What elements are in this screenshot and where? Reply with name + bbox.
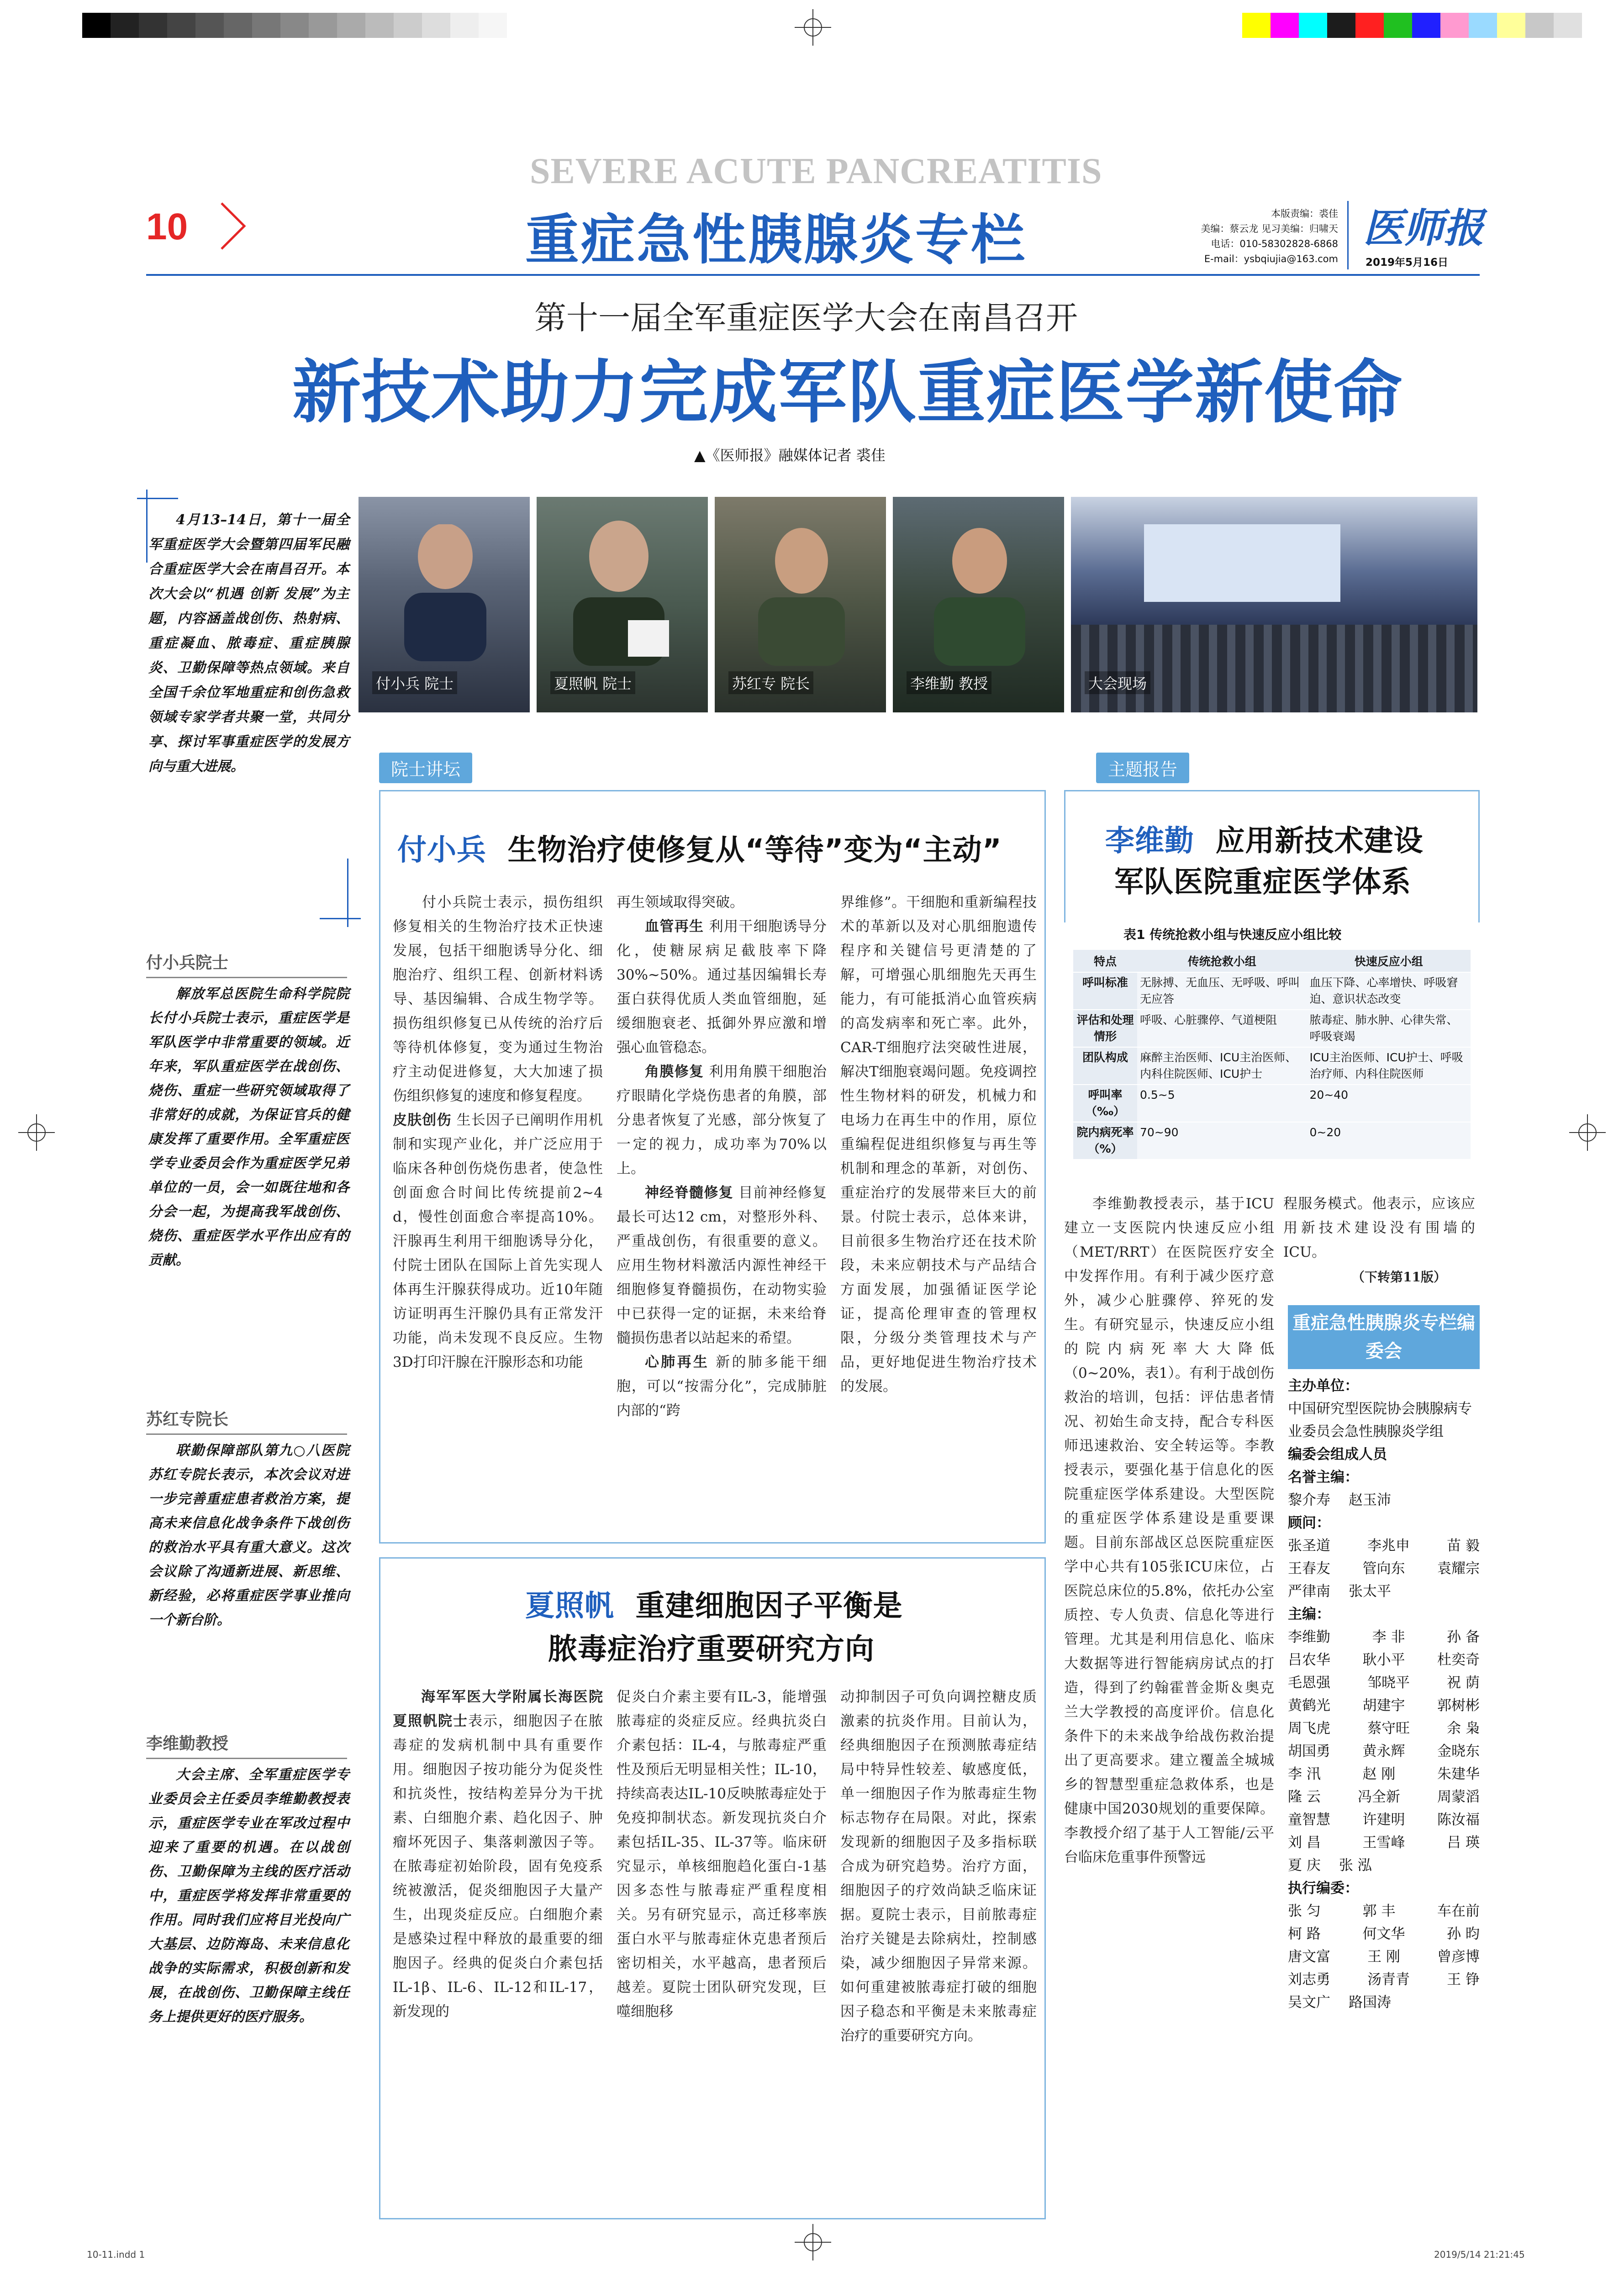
board-member: 隆 云 [1288, 1789, 1321, 1805]
section-english-title: SEVERE ACUTE PANCREATITIS [530, 151, 1102, 191]
table-row [1073, 1010, 1471, 1047]
chevron-right-icon [215, 201, 251, 251]
table-header-row [1073, 950, 1471, 972]
registration-mark [18, 1114, 55, 1151]
section-tag-keynote: 主题报告 [1096, 753, 1189, 783]
host-organization: 中国研究型医院协会胰腺病专业委员会急性胰腺炎学组 [1288, 1401, 1472, 1440]
editor-line: 电话：010-58302828-6868 [1211, 238, 1338, 249]
board-member: 周蒙滔 [1437, 1789, 1480, 1805]
board-member: 孙 备 [1447, 1629, 1480, 1645]
table-cell: 70~90 [1137, 1122, 1307, 1159]
board-member: 王 刚 [1367, 1949, 1400, 1965]
sidebar-text: 解放军总医院生命科学院院长付小兵院士表示，重症医学是军队医学中非常重要的领域。近年来，军队重症医学在战创伤、烧伤、重症一些研究领域取得了非常好的成就，为保证官兵的健康发挥了重要作用。全军重症医学专业委员会作为重症医学兄弟单位的一员，会一如既往地和各分会一起，为提高我军战创伤、烧伤、重症医学水平作出应有的贡献。 [148, 986, 349, 1268]
board-member: 吕 瑛 [1447, 1834, 1480, 1851]
decorative-line [320, 918, 361, 919]
paragraph: 新的肺多能干细胞，可以“按需分化”，完成肺脏内部的“跨 [617, 1354, 827, 1419]
lead-intro: 4月13–14日，第十一届全军重症医学大会暨第四届军民融合重症医学大会在南昌召开。本次大会以“机遇 创新 发展”为主题，内容涵盖战创伤、热射病、重症凝血、脓毒症、重症胰腺炎、卫勤保障等热点领域。来自全国千余位军地重症和创伤急救领域专家学者共聚一堂，共同分享、探讨军事重症医学的发展方向与重大进展。 [148, 512, 349, 775]
table-caption: 表1 传统抢救小组与快速反应小组比较 [1123, 927, 1342, 942]
board-member: 赵玉沛 [1349, 1492, 1391, 1508]
board-member: 黎介寿 [1288, 1492, 1330, 1508]
article-title [1105, 817, 1424, 859]
board-member: 孙 昀 [1447, 1926, 1480, 1942]
table-cell: 呼吸、心脏骤停、气道梗阻 [1137, 1010, 1307, 1047]
issue-date: 2019年5月16日 [1366, 257, 1449, 269]
editor-line: 本版责编：裘佳 [1271, 208, 1338, 219]
editor-credits [1178, 206, 1338, 267]
photo-caption: 夏照帆 院士 [550, 671, 635, 694]
print-timestamp: 2019/5/14 21:21:45 [1434, 2249, 1525, 2260]
byline: ▲《医师报》融媒体记者 裘佳 [694, 447, 886, 464]
article-title [548, 1626, 875, 1668]
paragraph: 付小兵院士表示，损伤组织修复相关的生物治疗技术正快速发展，包括干细胞诱导分化、细胞治疗、组织工程、创新材料诱导、基因编辑、合成生物学等。损伤组织修复已从传统的治疗后等待机体修复，变为通过生物治疗主动促进修复，大大加速了损伤组织修复的速度和修复程度。 [393, 894, 603, 1104]
board-member: 严律南 [1288, 1583, 1330, 1600]
registration-mark [1569, 1114, 1606, 1151]
board-member: 蔡守旺 [1367, 1720, 1410, 1737]
article-column [617, 890, 827, 1423]
table-cell: 麻醉主治医师、ICU主治医师、内科住院医师、ICU护士 [1137, 1047, 1307, 1085]
board-member: 金晓东 [1437, 1743, 1480, 1760]
board-member: 唐文富 [1288, 1949, 1330, 1965]
board-member: 童智慧 [1288, 1812, 1330, 1828]
article-column [393, 890, 603, 1375]
photo-caption: 苏红专 院长 [728, 671, 813, 694]
print-color-bar [1242, 13, 1582, 38]
sidebar-heading: 苏红专院长 [146, 1407, 347, 1435]
article-title [397, 827, 1002, 869]
portrait-silhouette [402, 524, 489, 661]
continued-note: （下转第11版） [1352, 1270, 1446, 1285]
table-cell: 脓毒症、肺水肿、心律失常、呼吸衰竭 [1307, 1010, 1471, 1047]
brand-divider [1347, 201, 1349, 269]
print-grayscale-bar [82, 13, 507, 38]
board-label: 执行编委： [1288, 1880, 1359, 1897]
board-label: 顾问： [1288, 1515, 1330, 1531]
decorative-line [137, 498, 178, 499]
subheadline: 第十一届全军重症医学大会在南昌召开 [534, 299, 1078, 337]
table-cell: 0.5~5 [1137, 1085, 1307, 1122]
board-member: 汤青青 [1367, 1971, 1410, 1988]
board-member: 刘志勇 [1288, 1971, 1330, 1988]
board-member: 毛恩强 [1288, 1675, 1330, 1691]
portrait-silhouette [756, 524, 847, 666]
portrait-silhouette [932, 524, 1028, 666]
board-member: 周飞虎 [1288, 1720, 1330, 1737]
board-member: 张太平 [1349, 1583, 1391, 1600]
board-member: 李 非 [1372, 1629, 1405, 1645]
decorative-line [146, 490, 148, 563]
section-title: 重症急性胰腺炎专栏 [525, 208, 1027, 271]
board-member: 胡建宇 [1362, 1697, 1405, 1714]
article-headline: 应用新技术建设 [1215, 824, 1424, 858]
sidebar-text: 联勤保障部队第九○八医院苏红专院长表示，本次会议对进一步完善重症患者救治方案，提高未来信息化战争条件下战创伤的救治水平具有重大意义。这次会议除了沟通新进展、新思维、新经验，必将重症医学事业推向一个新台阶。 [148, 1443, 349, 1628]
speaker-name: 夏照帆 [525, 1589, 614, 1623]
header-rule [146, 274, 1480, 276]
board-member: 管向东 [1362, 1560, 1405, 1577]
editor-line: 美编：蔡云龙 见习美编：归啸天 [1201, 223, 1338, 234]
table-cell: 呼叫率（‰） [1073, 1085, 1137, 1122]
photo-xia-zhaofan [537, 497, 708, 712]
board-member: 冯全新 [1357, 1789, 1400, 1805]
paragraph-heading: 角膜修复 [645, 1064, 704, 1080]
board-member: 王雪峰 [1362, 1834, 1405, 1851]
article-title [1114, 859, 1411, 901]
paragraph-lead: 海军军医大学附属长海医院夏照帆院士 [393, 1689, 603, 1729]
board-member: 何文华 [1362, 1926, 1405, 1942]
board-member: 李维勤 [1288, 1629, 1330, 1645]
comparison-table [1073, 950, 1471, 1160]
board-member: 郭 丰 [1362, 1903, 1396, 1919]
paragraph: 目前神经修复最长可达12 cm，对整形外科、严重战创伤，有很重要的意义。应用生物材料激活内源性神经干细胞修复脊髓损伤，在动物实验中已获得一定的证据，未来给脊髓损伤患者以站起来的希望。 [617, 1185, 827, 1346]
photo-su-hongzhuan [715, 497, 886, 712]
editorial-board-title: 重症急性胰腺炎专栏编委会 [1288, 1305, 1480, 1369]
photo-caption: 大会现场 [1085, 671, 1150, 694]
table-cell: 20~40 [1307, 1085, 1471, 1122]
board-member: 李兆申 [1367, 1538, 1410, 1554]
article-column: 程服务模式。他表示，应该应用新技术建设没有围墙的ICU。 [1283, 1196, 1475, 1260]
board-label: 主编： [1288, 1606, 1330, 1623]
sidebar-heading: 李维勤教授 [146, 1731, 347, 1759]
article-column [393, 1685, 603, 2024]
table-row [1073, 1122, 1471, 1159]
table-cell: 无脉搏、无血压、无呼吸、呼叫无应答 [1137, 972, 1307, 1010]
board-member: 张 匀 [1288, 1903, 1321, 1919]
table-cell: 0~20 [1307, 1122, 1471, 1159]
editorial-board [1288, 1375, 1480, 2014]
board-label: 主办单位： [1288, 1378, 1359, 1394]
page-number: 10 [146, 206, 188, 248]
board-member: 夏 庆 [1288, 1857, 1321, 1874]
board-member: 李 汛 [1288, 1766, 1321, 1782]
board-member: 杜奕奇 [1437, 1652, 1480, 1668]
board-member: 车在前 [1437, 1903, 1480, 1919]
table-header-cell: 快速反应小组 [1307, 950, 1471, 972]
board-member: 余 枭 [1447, 1720, 1480, 1737]
table-cell: 院内病死率（%） [1073, 1122, 1137, 1159]
editor-line: E-mail：ysbqiujia@163.com [1204, 253, 1338, 264]
board-member: 胡国勇 [1288, 1743, 1330, 1760]
stage-screen [1144, 524, 1340, 602]
paragraph-heading: 血管再生 [645, 918, 704, 935]
board-member: 王 铮 [1447, 1971, 1480, 1988]
board-member: 黄永辉 [1362, 1743, 1405, 1760]
photo-li-weiqin [893, 497, 1064, 712]
registration-mark [795, 9, 831, 46]
file-slug: 10-11.indd 1 [87, 2249, 145, 2260]
audience-rows [1071, 625, 1477, 712]
photo-conference-venue [1071, 497, 1477, 712]
board-label: 编委会组成人员 [1288, 1446, 1387, 1463]
table-cell: 评估和处理情形 [1073, 1010, 1137, 1047]
newspaper-logo: 医师报 [1363, 204, 1484, 252]
table-cell: 血压下降、心率增快、呼吸窘迫、意识状态改变 [1307, 972, 1471, 1010]
board-member: 柯 路 [1288, 1926, 1321, 1942]
board-member: 苗 毅 [1447, 1538, 1480, 1554]
board-member: 张圣道 [1288, 1538, 1330, 1554]
board-member: 郭树彬 [1437, 1697, 1480, 1714]
board-member: 陈汝福 [1437, 1812, 1480, 1828]
headline: 新技术助力完成军队重症医学新使命 [292, 353, 1403, 432]
article-column: 李维勤教授表示，基于ICU建立一支医院内快速反应小组（MET/RRT）在医院医疗安全中发挥作用。有利于减少医疗意外，减少心脏骤停、猝死的发生。有研究显示，快速反应小组的院内病死率大大降低（0~20%，表1）。有利于战创伤救治的培训，包括：评估患者情况、初始生命支持，配合专科医师迅速救治、安全转运等。李教授表示，要强化基于信息化的医院重症医学体系建设。大型医院的重症医学体系建设是重要课题。目前东部战区总医院重症医学中心共有105张ICU床位，占医院总床位的5.8%，依托办公室质控、专人负责、信息化等进行管理。尤其是利用信息化、临床大数据等进行智能病房试点的打造，得到了约翰霍普金斯＆奥克兰大学教授的高度评价。信息化条件下的未来战争给战伤救治提出了更高要求。建立覆盖全城城乡的智慧型重症急救体系，也是健康中国2030规划的重要保障。李教授介绍了基于人工智能/云平台临床危重事件预警远 [1064, 1196, 1274, 1865]
board-member: 赵 刚 [1362, 1766, 1396, 1782]
speaker-name: 付小兵 [397, 833, 486, 867]
portrait-silhouette [569, 515, 674, 666]
sidebar-text: 大会主席、全军重症医学专业委员会主任委员李维勤教授表示，重症医学专业在军改过程中迎来了重要的机遇。在以战创伤、卫勤保障为主线的医疗活动中，重症医学将发挥非常重要的作用。同时我们应将目光投向广大基层、边防海岛、未来信息化战争的实际需求，积极创新和发展，在战创伤、卫勤保障主线任务上提供更好的医疗服务。 [148, 1767, 349, 2025]
speaker-name: 李维勤 [1105, 824, 1194, 858]
photo-fu-xiaobing [359, 497, 530, 712]
table-header-cell: 传统抢救小组 [1137, 950, 1307, 972]
registration-mark [795, 2224, 831, 2260]
article-headline: 脓毒症治疗重要研究方向 [548, 1633, 875, 1666]
board-member: 黄鹤光 [1288, 1697, 1330, 1714]
board-member: 吴文广 [1288, 1994, 1330, 2011]
paragraph-heading: 心肺再生 [645, 1354, 710, 1370]
board-member: 王春友 [1288, 1560, 1330, 1577]
table-cell: 团队构成 [1073, 1047, 1137, 1085]
board-label: 名誉主编： [1288, 1469, 1359, 1486]
board-member: 路国涛 [1349, 1994, 1391, 2011]
board-member: 刘 昌 [1288, 1834, 1321, 1851]
photo-caption: 李维勤 教授 [907, 671, 991, 694]
article-column: 动抑制因子可负向调控糖皮质激素的抗炎作用。目前认为，经典细胞因子在预测脓毒症结局中特异性较差、敏感度低，单一细胞因子作为脓毒症生物标志物存在局限。对此，探索发现新的细胞因子及多指标联合成为研究趋势。治疗方面，细胞因子的疗效尚缺乏临床证据。夏院士表示，目前脓毒症治疗关键是去除病灶，控制感染，减少细胞因子异常来源。如何重建被脓毒症打破的细胞因子稳态和平衡是未来脓毒症治疗的重要研究方向。 [840, 1689, 1037, 2044]
paragraph: 生长因子已阐明作用机制和实现产业化，并广泛应用于临床各种创伤烧伤患者，使急性创面愈合时间比传统提前2~4 d，慢性创面愈合率提高10%。汗腺再生利用干细胞诱导分化，付院士团队在国际上首先实现人体再生汗腺获得成功。近10年随访证明再生汗腺仍具有正常发汗功能，尚未发现不良反应。生物3D打印汗腺在汗腺形态和功能 [393, 1112, 603, 1370]
board-member: 袁耀宗 [1437, 1560, 1480, 1577]
paragraph: 利用干细胞诱导分化，使糖尿病足截肢率下降30%~50%。通过基因编辑长寿蛋白获得优质人类血管细胞，延缓细胞衰老、抵御外界应激和增强心血管稳态。 [617, 918, 827, 1056]
article-column: 促炎白介素主要有IL-3，能增强脓毒症的炎症反应。经典抗炎白介素包括：IL-4，与脓毒症严重性及预后无明显相关性；IL-10，持续高表达IL-10反映脓毒症处于免疫抑制状态。新发现抗炎白介素包括IL-35、IL-37等。临床研究显示，单核细胞趋化蛋白-1基因多态性与脓毒症严重程度相关。另有研究显示，高迁移率族蛋白水平与脓毒症休克患者预后密切相关，水平越高，患者预后越差。夏院士团队研究发现，巨噬细胞移 [617, 1689, 827, 2020]
board-member: 吕农华 [1288, 1652, 1330, 1668]
board-member: 朱建华 [1437, 1766, 1480, 1782]
paragraph-heading: 神经脊髓修复 [645, 1185, 734, 1201]
paragraph: 表示，细胞因子在脓毒症的发病机制中具有重要作用。细胞因子按功能分为促炎性和抗炎性，按结构差异分为干扰素、白细胞介素、趋化因子、肿瘤坏死因子、集落刺激因子等。在脓毒症初始阶段，固有免疫系统被激活，促炎细胞因子大量产生，出现炎症反应。白细胞介素是感染过程中释放的最重要的细胞因子。经典的促炎白介素包括IL-1β、IL-6、IL-12和IL-17，新发现的 [393, 1713, 603, 2020]
article-headline: 军队医院重症医学体系 [1114, 865, 1411, 899]
table-row [1073, 972, 1471, 1010]
board-member: 邹晓平 [1367, 1675, 1410, 1691]
table-row [1073, 1085, 1471, 1122]
table-cell: 呼叫标准 [1073, 972, 1137, 1010]
article-title [525, 1582, 903, 1624]
board-member: 张 泓 [1339, 1857, 1372, 1874]
decorative-line [347, 859, 348, 927]
paragraph-heading: 皮肤创伤 [393, 1112, 452, 1128]
board-member: 曾彦博 [1437, 1949, 1480, 1965]
board-member: 祝 荫 [1447, 1675, 1480, 1691]
sidebar-heading: 付小兵院士 [146, 950, 347, 978]
article-headline: 生物治疗使修复从“等待”变为“主动” [507, 833, 1002, 867]
table-cell: ICU主治医师、ICU护士、呼吸治疗师、内科住院医师 [1307, 1047, 1471, 1085]
paragraph: 利用角膜干细胞治疗眼睛化学烧伤患者的角膜，部分患者恢复了光感，部分恢复了一定的视力，成功率为70%以上。 [617, 1064, 827, 1177]
photo-caption: 付小兵 院士 [372, 671, 457, 694]
table-row [1073, 1047, 1471, 1085]
article-column: 界维修”。干细胞和重新编程技术的革新以及对心肌细胞遗传程序和关键信号更清楚的了解，可增强心肌细胞先天再生能力，有可能抵消心血管疾病的高发病率和死亡率。此外，CAR-T细胞疗法突破性进展，解决T细胞衰竭问题。免疫调控性生物材料的研发，机械力和电场力在再生中的作用，原位重编程促进组织修复与再生等机制和理念的革新，对创伤、重症治疗的发展带来巨大的前景。付院士表示，总体来讲，目前很多生物治疗还在技术阶段，未来应朝技术与产品结合方面发展，加强循证医学论证，提高伦理审查的管理权限，分级分类管理技术与产品，更好地促进生物治疗技术的发展。 [840, 894, 1037, 1395]
section-tag-academician-forum: 院士讲坛 [379, 753, 472, 783]
board-member: 许建明 [1362, 1812, 1405, 1828]
board-member: 耿小平 [1362, 1652, 1405, 1668]
paragraph: 再生领域取得突破。 [617, 894, 744, 911]
table-header-cell: 特点 [1073, 950, 1137, 972]
article-headline: 重建细胞因子平衡是 [635, 1589, 903, 1623]
